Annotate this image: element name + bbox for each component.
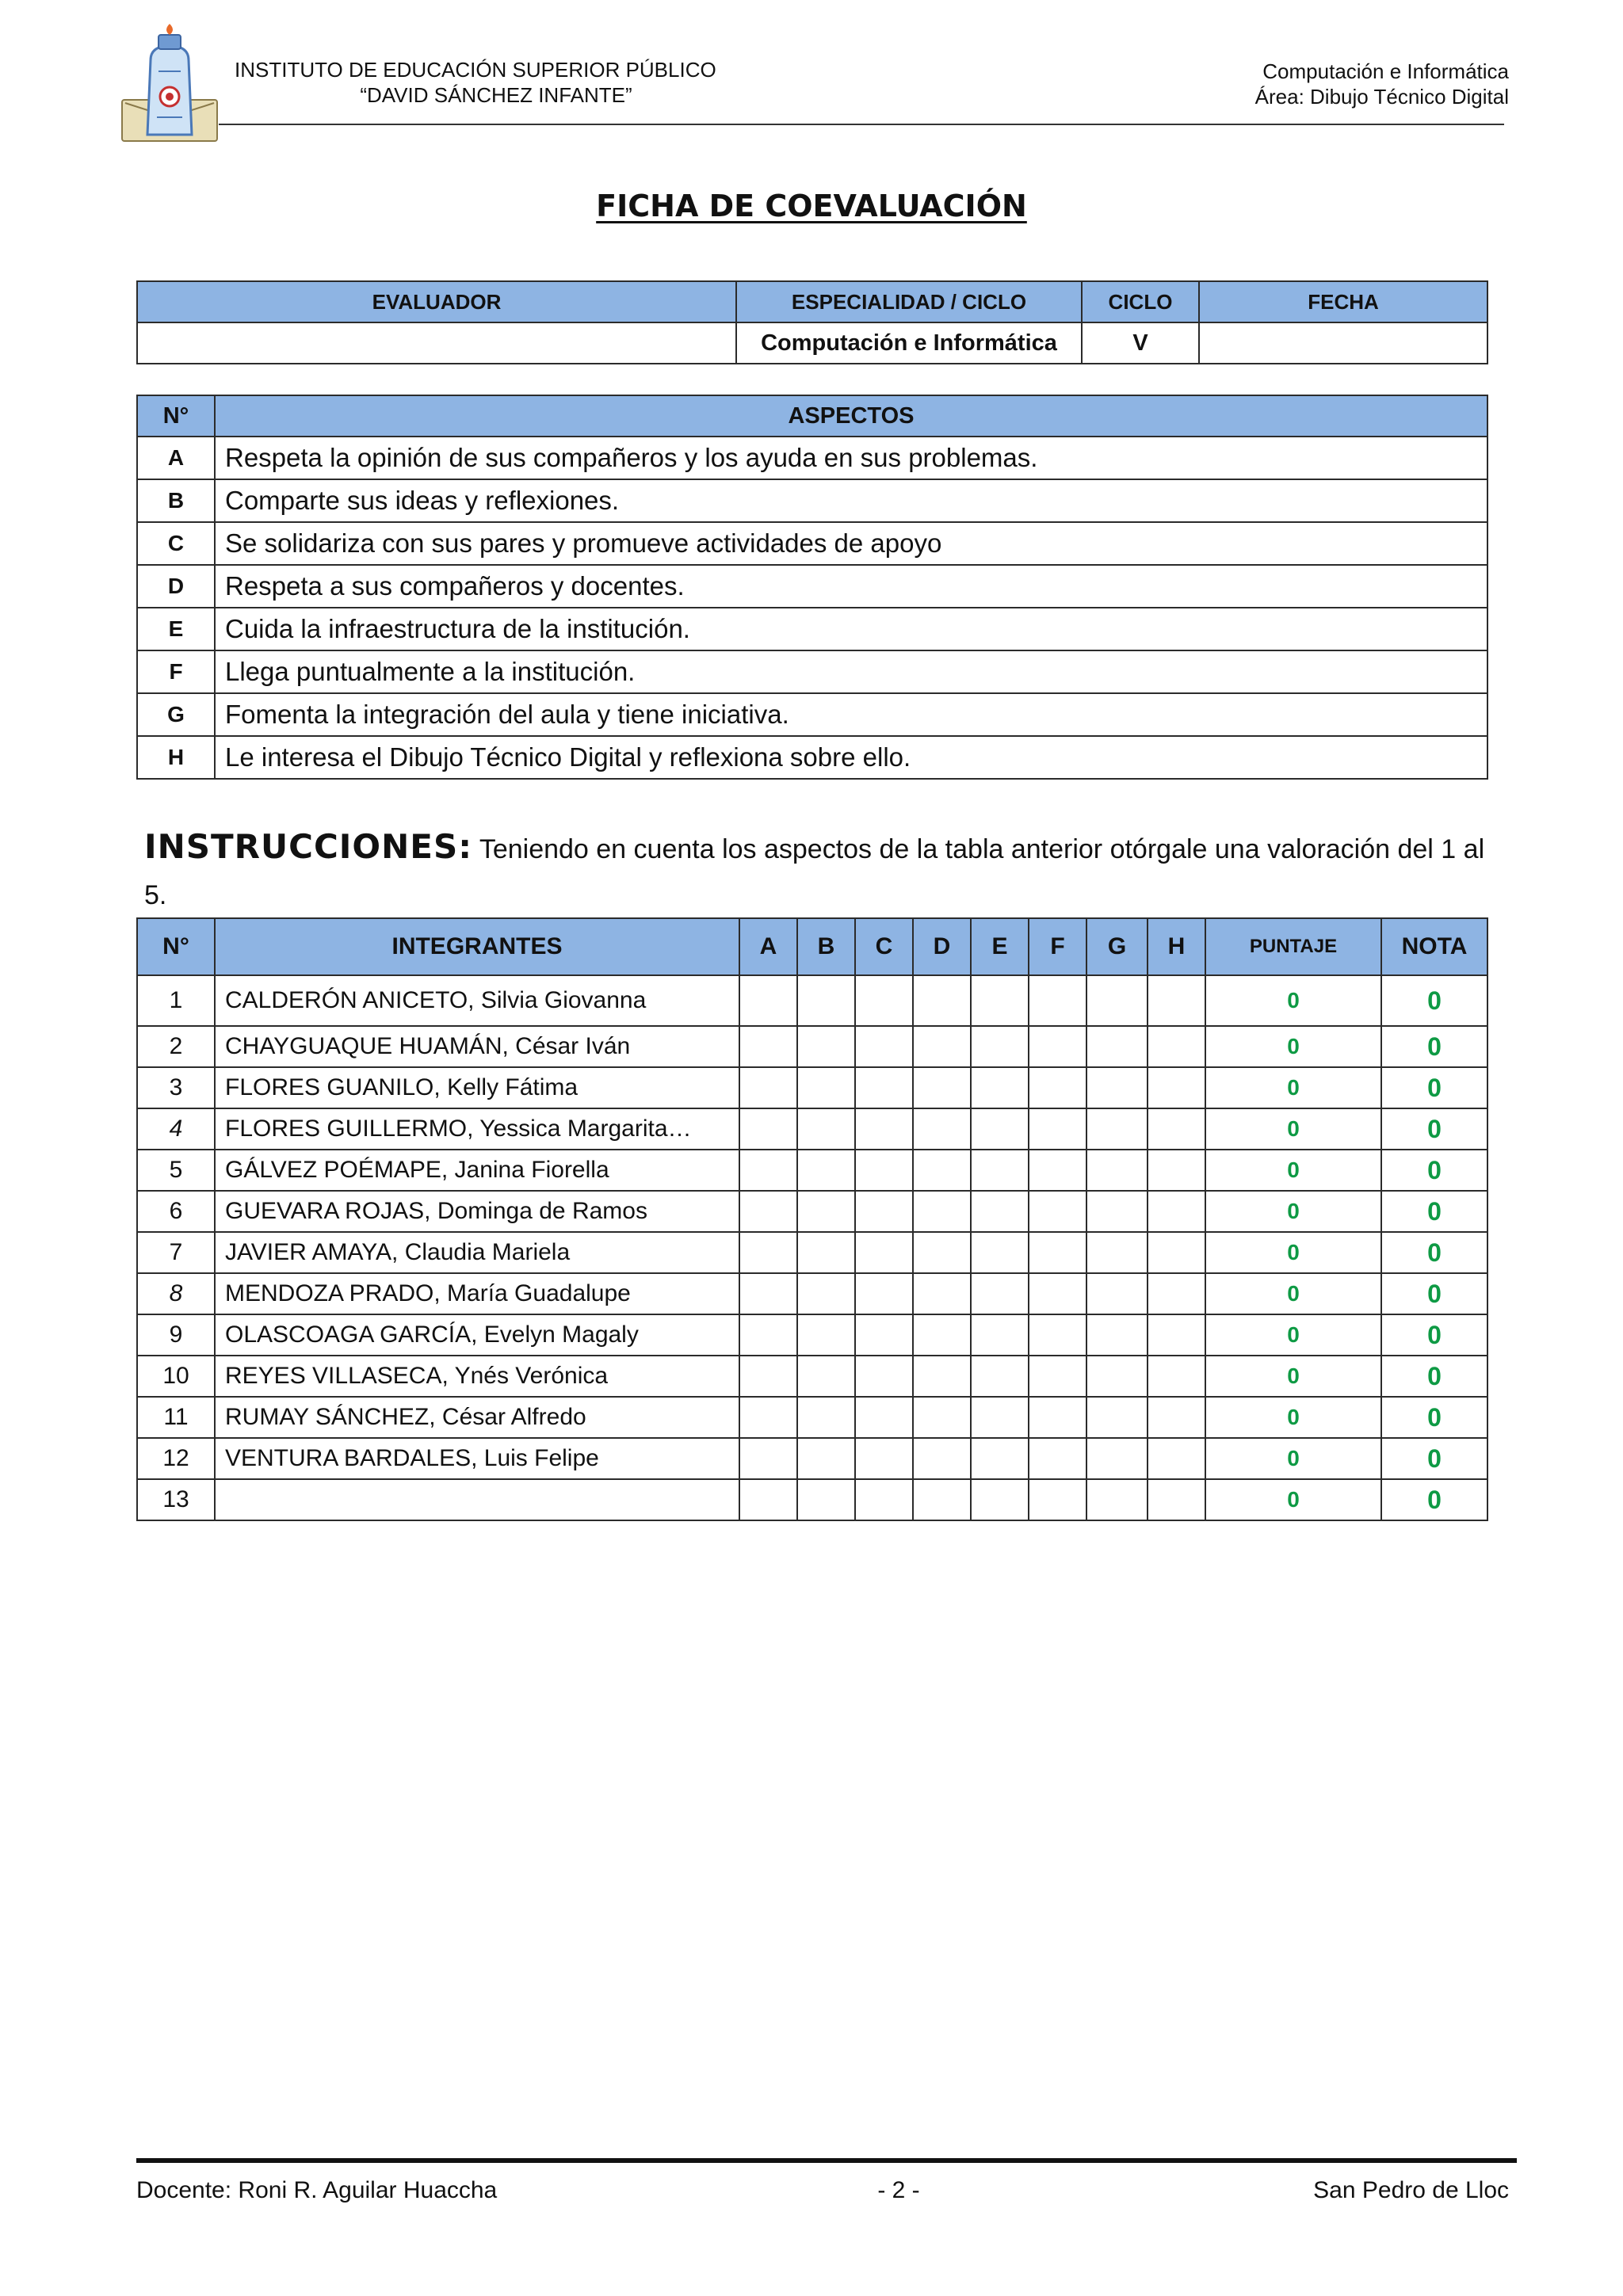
- member-name: REYES VILLASECA, Ynés Verónica: [215, 1356, 739, 1397]
- member-score: 0: [1205, 1026, 1381, 1067]
- rating-cell-f[interactable]: [1029, 1438, 1086, 1479]
- member-name: VENTURA BARDALES, Luis Felipe: [215, 1438, 739, 1479]
- header-cycle: CICLO: [1082, 281, 1199, 322]
- rating-cell-a[interactable]: [739, 1356, 797, 1397]
- member-grade: 0: [1381, 1026, 1487, 1067]
- header-divider: [219, 124, 1504, 125]
- aspect-letter: D: [137, 565, 215, 608]
- member-score: 0: [1205, 1438, 1381, 1479]
- member-number: 2: [137, 1026, 215, 1067]
- instructions-text: Teniendo en cuenta los aspectos de la tabla anterior otórgale una valoración del 1 al 5.: [144, 834, 1485, 910]
- rating-cell-a[interactable]: [739, 1150, 797, 1191]
- rating-cell-h[interactable]: [1148, 1273, 1205, 1314]
- rating-cell-f[interactable]: [1029, 1067, 1086, 1108]
- rating-cell-e[interactable]: [971, 1438, 1029, 1479]
- aspect-row: [137, 479, 1487, 522]
- member-grade: 0: [1381, 1273, 1487, 1314]
- header-aspect-h: H: [1148, 918, 1205, 975]
- member-grade: 0: [1381, 975, 1487, 1026]
- rating-cell-a[interactable]: [739, 1314, 797, 1356]
- aspect-row: [137, 693, 1487, 736]
- rating-cell-d[interactable]: [913, 1191, 971, 1232]
- rating-cell-b[interactable]: [797, 1108, 855, 1150]
- rating-cell-c[interactable]: [855, 1438, 913, 1479]
- rating-cell-e[interactable]: [971, 1356, 1029, 1397]
- header-aspect-g: G: [1086, 918, 1148, 975]
- rating-cell-e[interactable]: [971, 1067, 1029, 1108]
- rating-cell-c[interactable]: [855, 1479, 913, 1520]
- rating-cell-b[interactable]: [797, 1191, 855, 1232]
- rating-cell-c[interactable]: [855, 1067, 913, 1108]
- aspect-letter: A: [137, 437, 215, 479]
- rating-cell-d[interactable]: [913, 1397, 971, 1438]
- rating-cell-h[interactable]: [1148, 1150, 1205, 1191]
- member-row: [137, 1397, 1487, 1438]
- aspect-text: Se solidariza con sus pares y promueve actividades de apoyo: [215, 522, 1487, 565]
- rating-cell-d[interactable]: [913, 1356, 971, 1397]
- member-name: CALDERÓN ANICETO, Silvia Giovanna: [215, 975, 739, 1026]
- rating-cell-a[interactable]: [739, 1108, 797, 1150]
- member-number: 5: [137, 1150, 215, 1191]
- rating-cell-b[interactable]: [797, 1479, 855, 1520]
- member-name: MENDOZA PRADO, María Guadalupe: [215, 1273, 739, 1314]
- header-aspect-a: A: [739, 918, 797, 975]
- rating-cell-h[interactable]: [1148, 1232, 1205, 1273]
- rating-cell-g[interactable]: [1086, 1150, 1148, 1191]
- member-grade: 0: [1381, 1356, 1487, 1397]
- rating-cell-c[interactable]: [855, 1356, 913, 1397]
- member-number: 6: [137, 1191, 215, 1232]
- rating-cell-b[interactable]: [797, 1232, 855, 1273]
- rating-cell-b[interactable]: [797, 1026, 855, 1067]
- rating-cell-g[interactable]: [1086, 1479, 1148, 1520]
- member-name: GUEVARA ROJAS, Dominga de Ramos: [215, 1191, 739, 1232]
- rating-cell-c[interactable]: [855, 1108, 913, 1150]
- rating-cell-f[interactable]: [1029, 1026, 1086, 1067]
- rating-cell-e[interactable]: [971, 1026, 1029, 1067]
- evaluator-info-table: [136, 280, 1488, 364]
- member-row: [137, 1150, 1487, 1191]
- rating-cell-g[interactable]: [1086, 975, 1148, 1026]
- rating-cell-a[interactable]: [739, 1397, 797, 1438]
- header-date: FECHA: [1199, 281, 1487, 322]
- member-name: FLORES GUANILO, Kelly Fátima: [215, 1067, 739, 1108]
- rating-cell-d[interactable]: [913, 1232, 971, 1273]
- aspect-letter: E: [137, 608, 215, 650]
- rating-cell-b[interactable]: [797, 975, 855, 1026]
- rating-cell-d[interactable]: [913, 1067, 971, 1108]
- member-name: OLASCOAGA GARCÍA, Evelyn Magaly: [215, 1314, 739, 1356]
- rating-cell-a[interactable]: [739, 1438, 797, 1479]
- rating-cell-f[interactable]: [1029, 1273, 1086, 1314]
- evaluator-field[interactable]: [137, 322, 736, 364]
- aspect-row: [137, 437, 1487, 479]
- rating-cell-b[interactable]: [797, 1397, 855, 1438]
- member-row: [137, 1067, 1487, 1108]
- member-grade: 0: [1381, 1314, 1487, 1356]
- rating-cell-d[interactable]: [913, 1314, 971, 1356]
- member-grade: 0: [1381, 1067, 1487, 1108]
- member-score: 0: [1205, 1356, 1381, 1397]
- rating-cell-f[interactable]: [1029, 1191, 1086, 1232]
- rating-cell-b[interactable]: [797, 1067, 855, 1108]
- rating-cell-h[interactable]: [1148, 1026, 1205, 1067]
- rating-cell-f[interactable]: [1029, 1108, 1086, 1150]
- rating-cell-d[interactable]: [913, 1108, 971, 1150]
- rating-cell-b[interactable]: [797, 1314, 855, 1356]
- rating-cell-a[interactable]: [739, 1026, 797, 1067]
- member-grade: 0: [1381, 1108, 1487, 1150]
- header-aspect-c: C: [855, 918, 913, 975]
- member-row: [137, 1026, 1487, 1067]
- rating-cell-a[interactable]: [739, 1232, 797, 1273]
- member-number: 12: [137, 1438, 215, 1479]
- rating-cell-f[interactable]: [1029, 1150, 1086, 1191]
- rating-cell-c[interactable]: [855, 975, 913, 1026]
- rating-cell-d[interactable]: [913, 1026, 971, 1067]
- aspect-text: Comparte sus ideas y reflexiones.: [215, 479, 1487, 522]
- rating-cell-g[interactable]: [1086, 1356, 1148, 1397]
- rating-cell-a[interactable]: [739, 1067, 797, 1108]
- rating-cell-g[interactable]: [1086, 1397, 1148, 1438]
- member-score: 0: [1205, 1273, 1381, 1314]
- member-number: 10: [137, 1356, 215, 1397]
- rating-cell-g[interactable]: [1086, 1273, 1148, 1314]
- footer-place: San Pedro de Lloc: [1313, 2177, 1509, 2203]
- aspect-row: [137, 608, 1487, 650]
- header-number: N°: [137, 395, 215, 437]
- member-number: 13: [137, 1479, 215, 1520]
- aspect-letter: B: [137, 479, 215, 522]
- aspect-row: [137, 736, 1487, 779]
- member-score: 0: [1205, 1067, 1381, 1108]
- aspect-text: Le interesa el Dibujo Técnico Digital y reflexiona sobre ello.: [215, 736, 1487, 779]
- aspect-text: Respeta a sus compañeros y docentes.: [215, 565, 1487, 608]
- rating-cell-g[interactable]: [1086, 1232, 1148, 1273]
- rating-cell-h[interactable]: [1148, 1191, 1205, 1232]
- header-specialty: ESPECIALIDAD / CICLO: [736, 281, 1082, 322]
- aspect-letter: G: [137, 693, 215, 736]
- instructions-label: INSTRUCCIONES:: [144, 827, 472, 866]
- rating-cell-h[interactable]: [1148, 1067, 1205, 1108]
- member-number: 7: [137, 1232, 215, 1273]
- member-score: 0: [1205, 1479, 1381, 1520]
- header-aspect-f: F: [1029, 918, 1086, 975]
- rating-cell-e[interactable]: [971, 1273, 1029, 1314]
- rating-cell-c[interactable]: [855, 1026, 913, 1067]
- member-name: [215, 1479, 739, 1520]
- member-score: 0: [1205, 975, 1381, 1026]
- department-line2: Área: Dibujo Técnico Digital: [1254, 85, 1509, 109]
- rating-cell-a[interactable]: [739, 1479, 797, 1520]
- rating-cell-e[interactable]: [971, 1479, 1029, 1520]
- member-score: 0: [1205, 1191, 1381, 1232]
- aspect-text: Llega puntualmente a la institución.: [215, 650, 1487, 693]
- rating-cell-a[interactable]: [739, 975, 797, 1026]
- member-row: [137, 1232, 1487, 1273]
- department-line1: Computación e Informática: [1262, 59, 1509, 83]
- rating-cell-b[interactable]: [797, 1273, 855, 1314]
- member-row: [137, 1479, 1487, 1520]
- member-score: 0: [1205, 1232, 1381, 1273]
- header-number: N°: [137, 918, 215, 975]
- rating-cell-e[interactable]: [971, 1232, 1029, 1273]
- rating-cell-c[interactable]: [855, 1314, 913, 1356]
- member-name: JAVIER AMAYA, Claudia Mariela: [215, 1232, 739, 1273]
- rating-cell-b[interactable]: [797, 1150, 855, 1191]
- member-name: GÁLVEZ POÉMAPE, Janina Fiorella: [215, 1150, 739, 1191]
- member-score: 0: [1205, 1150, 1381, 1191]
- member-grade: 0: [1381, 1397, 1487, 1438]
- aspect-row: [137, 565, 1487, 608]
- specialty-value: Computación e Informática: [736, 322, 1082, 364]
- member-row: [137, 975, 1487, 1026]
- rating-cell-e[interactable]: [971, 1314, 1029, 1356]
- members-table-body: [137, 975, 1487, 1520]
- header-aspect-d: D: [913, 918, 971, 975]
- rating-cell-f[interactable]: [1029, 1479, 1086, 1520]
- member-row: [137, 1108, 1487, 1150]
- rating-cell-g[interactable]: [1086, 1067, 1148, 1108]
- rating-cell-h[interactable]: [1148, 1479, 1205, 1520]
- rating-cell-e[interactable]: [971, 1108, 1029, 1150]
- rating-cell-c[interactable]: [855, 1191, 913, 1232]
- rating-cell-e[interactable]: [971, 1150, 1029, 1191]
- header-members: INTEGRANTES: [215, 918, 739, 975]
- aspect-letter: F: [137, 650, 215, 693]
- member-row: [137, 1314, 1487, 1356]
- member-row: [137, 1356, 1487, 1397]
- member-name: CHAYGUAQUE HUAMÁN, César Iván: [215, 1026, 739, 1067]
- member-grade: 0: [1381, 1479, 1487, 1520]
- footer-page-number: - 2 -: [877, 2177, 920, 2203]
- institute-name-line1: INSTITUTO DE EDUCACIÓN SUPERIOR PÚBLICO: [235, 58, 716, 82]
- rating-cell-a[interactable]: [739, 1191, 797, 1232]
- header-aspect-e: E: [971, 918, 1029, 975]
- rating-cell-b[interactable]: [797, 1438, 855, 1479]
- aspects-table: [136, 395, 1488, 780]
- members-evaluation-table: [136, 917, 1488, 1521]
- rating-cell-g[interactable]: [1086, 1314, 1148, 1356]
- rating-cell-c[interactable]: [855, 1150, 913, 1191]
- rating-cell-c[interactable]: [855, 1273, 913, 1314]
- rating-cell-c[interactable]: [855, 1397, 913, 1438]
- member-number: 1: [137, 975, 215, 1026]
- member-grade: 0: [1381, 1150, 1487, 1191]
- rating-cell-b[interactable]: [797, 1356, 855, 1397]
- footer-divider: [136, 2158, 1517, 2163]
- rating-cell-c[interactable]: [855, 1232, 913, 1273]
- institute-name-line2: “DAVID SÁNCHEZ INFANTE”: [360, 83, 632, 107]
- rating-cell-e[interactable]: [971, 1397, 1029, 1438]
- rating-cell-g[interactable]: [1086, 1438, 1148, 1479]
- footer-teacher: Docente: Roni R. Aguilar Huaccha: [136, 2177, 498, 2203]
- header-aspects: ASPECTOS: [215, 395, 1487, 437]
- rating-cell-f[interactable]: [1029, 975, 1086, 1026]
- member-grade: 0: [1381, 1232, 1487, 1273]
- member-score: 0: [1205, 1397, 1381, 1438]
- aspect-text: Respeta la opinión de sus compañeros y los ayuda en sus problemas.: [215, 437, 1487, 479]
- member-grade: 0: [1381, 1191, 1487, 1232]
- rating-cell-d[interactable]: [913, 975, 971, 1026]
- aspect-row: [137, 522, 1487, 565]
- member-number: 8: [137, 1273, 215, 1314]
- member-score: 0: [1205, 1314, 1381, 1356]
- rating-cell-d[interactable]: [913, 1273, 971, 1314]
- header-score: PUNTAJE: [1205, 918, 1381, 975]
- header-aspect-b: B: [797, 918, 855, 975]
- rating-cell-g[interactable]: [1086, 1026, 1148, 1067]
- cycle-value: V: [1082, 322, 1199, 364]
- institute-logo: [119, 24, 220, 144]
- rating-cell-g[interactable]: [1086, 1108, 1148, 1150]
- member-row: [137, 1273, 1487, 1314]
- rating-cell-f[interactable]: [1029, 1397, 1086, 1438]
- aspect-text: Cuida la infraestructura de la institución.: [215, 608, 1487, 650]
- rating-cell-d[interactable]: [913, 1150, 971, 1191]
- rating-cell-h[interactable]: [1148, 1438, 1205, 1479]
- member-name: FLORES GUILLERMO, Yessica Margarita…: [215, 1108, 739, 1150]
- rating-cell-h[interactable]: [1148, 1314, 1205, 1356]
- aspect-row: [137, 650, 1487, 693]
- instructions-paragraph: [144, 824, 1491, 918]
- member-grade: 0: [1381, 1438, 1487, 1479]
- member-name: RUMAY SÁNCHEZ, César Alfredo: [215, 1397, 739, 1438]
- rating-cell-d[interactable]: [913, 1479, 971, 1520]
- rating-cell-f[interactable]: [1029, 1356, 1086, 1397]
- rating-cell-e[interactable]: [971, 1191, 1029, 1232]
- member-number: 9: [137, 1314, 215, 1356]
- rating-cell-e[interactable]: [971, 975, 1029, 1026]
- member-number: 4: [137, 1108, 215, 1150]
- rating-cell-d[interactable]: [913, 1438, 971, 1479]
- header-evaluator: EVALUADOR: [137, 281, 736, 322]
- member-row: [137, 1438, 1487, 1479]
- rating-cell-h[interactable]: [1148, 1108, 1205, 1150]
- aspect-text: Fomenta la integración del aula y tiene iniciativa.: [215, 693, 1487, 736]
- member-number: 11: [137, 1397, 215, 1438]
- rating-cell-f[interactable]: [1029, 1232, 1086, 1273]
- rating-cell-g[interactable]: [1086, 1191, 1148, 1232]
- aspect-letter: C: [137, 522, 215, 565]
- aspect-letter: H: [137, 736, 215, 779]
- rating-cell-f[interactable]: [1029, 1314, 1086, 1356]
- rating-cell-a[interactable]: [739, 1273, 797, 1314]
- page-title: FICHA DE COEVALUACIÓN: [596, 189, 1027, 223]
- rating-cell-h[interactable]: [1148, 1356, 1205, 1397]
- rating-cell-h[interactable]: [1148, 975, 1205, 1026]
- member-score: 0: [1205, 1108, 1381, 1150]
- rating-cell-h[interactable]: [1148, 1397, 1205, 1438]
- header-grade: NOTA: [1381, 918, 1487, 975]
- member-number: 3: [137, 1067, 215, 1108]
- member-row: [137, 1191, 1487, 1232]
- date-field[interactable]: [1199, 322, 1487, 364]
